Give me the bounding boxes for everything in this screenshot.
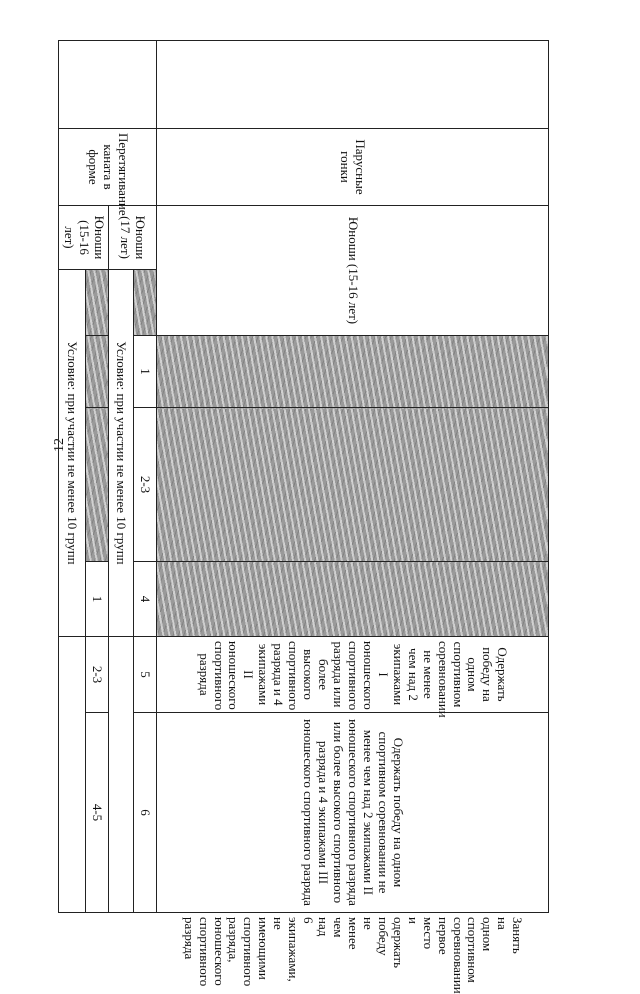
rotated-table-page [60, 40, 549, 994]
age-group-juniors-17: Юноши (17 лет) [109, 206, 157, 270]
sailing-row: Парусные гонки Юноши (15-16 лет) Одержать победу на одном спортивном соревновании не менее чем над 2 экипажами I юношеского спортивного разряда или более высокого спортивного разряда и 4 экипажами II юношеского спортивного разряда Одержать победу на одном спортивном соревновании не менее чем над 2 экипажами II юношеского спортивного разряда или более высокого спортивного разряда и 4 экипажами III юношеского спортивного разряда Занять на одном спортивном соревновании первое место и одержать победу не менее чем над 6 экипажами, не имеющими спортивного разряда, юношеского спортивного разряда [157, 41, 549, 913]
juniors-15-16-condition: Условие: при участии не менее 10 групп [59, 270, 85, 637]
sailing-shaded-cell-3 [157, 562, 549, 637]
tug-of-war-blank-cell [59, 41, 157, 129]
age-group-sailing: Юноши (15-16 лет) [157, 206, 549, 336]
juniors-17-condition: Условие: при участии не менее 10 групп [109, 270, 134, 637]
juniors-17-shaded-cell [134, 270, 157, 336]
page-number: 12 [52, 438, 67, 452]
sailing-blank-cell [157, 41, 549, 129]
juniors-17-value-5: 5 [134, 637, 157, 713]
tug-of-war-values-17-row [134, 41, 157, 913]
juniors-17-value-3: 2-3 [134, 408, 157, 562]
sailing-requirement-1: Одержать победу на одном спортивном соревновании не менее чем над 2 экипажами I юношеского спортивного разряда или более высокого спортивного разряда и 4 экипажами II юношеского спортивного разряда [157, 637, 549, 713]
sailing-requirement-2: Одержать победу на одном спортивном соревновании не менее чем над 2 экипажами II юношеского спортивного разряда или более высокого спортивного разряда и 4 экипажами III юношеского спортивного разряда [157, 713, 549, 913]
sailing-shaded-cell-2 [157, 408, 549, 562]
sport-ranks-table [58, 40, 549, 994]
sailing-shaded-cell-1 [157, 336, 549, 408]
sport-name-sailing: Парусные гонки [157, 129, 549, 206]
juniors-17-value-2: 1 [134, 336, 157, 408]
sport-name-tug-of-war: Перетягивание каната в форме [59, 129, 157, 206]
juniors-15-16-value-4: 1 [85, 562, 108, 637]
age-group-juniors-15-16: Юноши (15-16 лет) [59, 206, 109, 270]
juniors-17-value-6: 6 [134, 713, 157, 913]
juniors-15-16-value-5: 2-3 [85, 637, 108, 713]
juniors-15-16-shaded-cell-1 [85, 270, 108, 336]
juniors-15-16-value-6: 4-5 [85, 713, 108, 913]
juniors-17-condition-blank [109, 637, 134, 913]
juniors-15-16-shaded-cell-2 [85, 336, 108, 408]
juniors-15-16-condition-blank [59, 637, 85, 913]
juniors-17-value-4: 4 [134, 562, 157, 637]
juniors-15-16-shaded-cell-3 [85, 408, 108, 562]
